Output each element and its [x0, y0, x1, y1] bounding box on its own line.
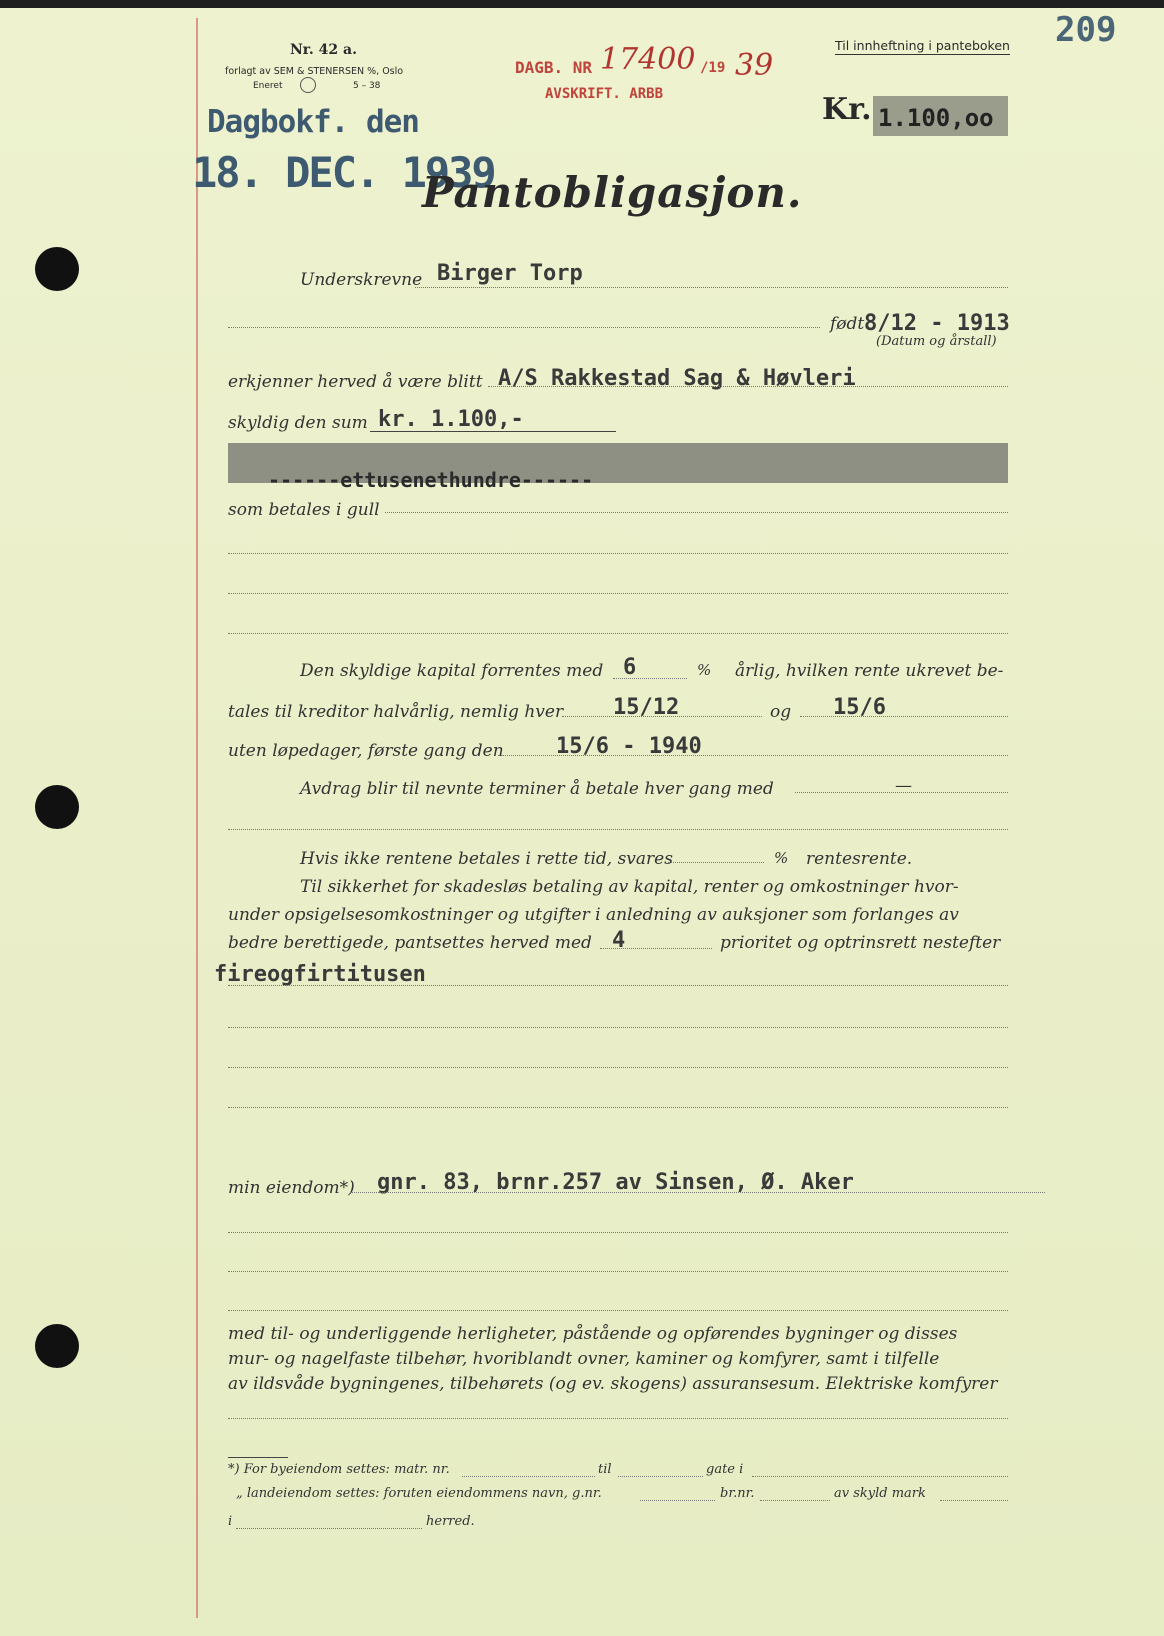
footnote-line-1b: til — [598, 1462, 612, 1477]
priority-words-line — [228, 985, 1008, 986]
interest-halfyear-text: tales til kreditor halvårlig, nemlig hver — [228, 702, 564, 722]
security-line-3: bedre berettigede, pantsettes herved med — [228, 933, 592, 953]
footnote-dotline — [752, 1476, 1008, 1477]
blank-line — [228, 1310, 1008, 1311]
sum-value: kr. 1.100,- — [378, 407, 524, 432]
gold-line — [385, 512, 1008, 513]
footnote-dotline — [236, 1528, 422, 1529]
property-label: min eiendom*) — [228, 1178, 355, 1198]
default-text-end: rentesrente. — [806, 849, 913, 869]
footnote-line-3b: herred. — [426, 1514, 475, 1529]
property-value: gnr. 83, brnr.257 av Sinsen, Ø. Aker — [377, 1170, 854, 1195]
dagbokf-stamp-date: 18. DEC. 1939 — [192, 148, 495, 197]
default-rate-line — [668, 862, 764, 863]
scan-top-edge — [0, 0, 1164, 8]
interest-text-cont: årlig, hvilken rente ukrevet be- — [735, 661, 1004, 681]
punch-hole — [35, 247, 79, 291]
blank-line — [228, 1271, 1008, 1272]
document-title: Pantobligasjon. — [422, 168, 803, 217]
avdrag-line — [795, 792, 1008, 793]
form-number: Nr. 42 a. — [290, 42, 357, 58]
footnote-dotline — [462, 1476, 595, 1477]
priority-value: 4 — [612, 928, 626, 953]
security-line-1: Til sikkerhet for skadesløs betaling av kapital, renter og omkostninger hvor- — [300, 877, 959, 897]
blank-line — [228, 1027, 1008, 1028]
default-pct: % — [774, 849, 789, 867]
footnote-line-2a: „ landeiendom settes: foruten eiendommens navn, g.nr. — [236, 1486, 602, 1501]
appurtenance-line-3: av ildsvåde bygningenes, tilbehørets (og ev. skogens) assuransesum. Elektriske komfyrer — [228, 1374, 998, 1394]
punch-hole — [35, 1324, 79, 1368]
dagb-number: 17400 — [600, 42, 696, 77]
first-payment-line — [498, 755, 1008, 756]
acknowledge-label: erkjenner herved å være blitt — [228, 372, 483, 392]
blank-line — [228, 1067, 1008, 1068]
dagbokf-stamp-label: Dagbokf. den — [207, 104, 419, 140]
blank-line — [228, 633, 1008, 634]
sum-words: ------ettusenethundre------ — [268, 468, 594, 492]
interest-date-2: 15/6 — [833, 695, 886, 720]
kr-label: Kr. — [822, 92, 872, 127]
kr-amount: 1.100,oo — [878, 104, 994, 132]
born-leader — [228, 327, 820, 328]
undersign-line — [415, 287, 1008, 288]
interest-rate-line — [613, 678, 687, 679]
sum-underline — [370, 431, 616, 432]
first-payment-text: uten løpedager, første gang den — [228, 741, 504, 761]
born-value: 8/12 - 1913 — [864, 311, 1010, 336]
publisher-seal-icon — [300, 77, 316, 93]
interest-pct: % — [697, 661, 712, 679]
born-hint: (Datum og årstall) — [876, 334, 997, 349]
blank-line — [228, 829, 1008, 830]
interest-text: Den skyldige kapital forrentes med — [300, 661, 604, 681]
priority-words: fireogfirtitusen — [214, 962, 426, 987]
publisher-line: forlagt av SEM & STENERSEN %, Oslo — [225, 66, 404, 77]
first-payment-date: 15/6 - 1940 — [556, 734, 702, 759]
footnote-line-3a: i — [228, 1514, 233, 1529]
dagb-label: DAGB. NR — [515, 58, 593, 77]
margin-rule — [196, 18, 198, 1618]
footnote-dotline — [618, 1476, 703, 1477]
interest-date-2-line — [800, 716, 1008, 717]
avdrag-value: — — [895, 776, 912, 796]
interest-rate: 6 — [623, 655, 637, 680]
gold-label: som betales i gull — [228, 500, 380, 520]
born-label: født — [830, 314, 865, 334]
avskrift-label: AVSKRIFT. ARBB — [545, 86, 664, 102]
footnote-line-2c: av skyld mark — [834, 1486, 926, 1501]
publisher-eneret: Eneret — [253, 81, 283, 91]
default-text: Hvis ikke rentene betales i rette tid, svares — [300, 849, 673, 869]
page-number: 209 — [1055, 10, 1117, 50]
footnote-line-1c: gate i — [706, 1462, 744, 1477]
blank-line — [228, 593, 1008, 594]
punch-hole — [35, 785, 79, 829]
interest-date-1-line — [562, 716, 762, 717]
appurtenance-line-1: med til- og underliggende herligheter, påstående og opførendes bygninger og disses — [228, 1324, 958, 1344]
blank-line — [228, 1418, 1008, 1419]
blank-line — [228, 553, 1008, 554]
registry-label: Til innheftning i panteboken — [835, 38, 1010, 53]
footnote-line-1a: *) For byeiendom settes: matr. nr. — [228, 1462, 450, 1477]
blank-line — [228, 1232, 1008, 1233]
appurtenance-line-2: mur- og nagelfaste tilbehør, hvoriblandt ovner, kaminer og komfyrer, samt i tilfelle — [228, 1349, 940, 1369]
avdrag-text: Avdrag blir til nevnte terminer å betale hver gang med — [300, 779, 774, 799]
footnote-dotline — [760, 1500, 830, 1501]
undersign-name: Birger Torp — [437, 261, 583, 286]
security-line-3-end: prioritet og optrinsrett nestefter — [720, 933, 1001, 953]
security-line-2: under opsigelsesomkostninger og utgifter i anledning av auksjoner som forlanges av — [228, 905, 959, 925]
priority-line — [600, 948, 712, 949]
footnote-line-2b: br.nr. — [720, 1486, 755, 1501]
creditor-name: A/S Rakkestad Sag & Høvleri — [498, 366, 856, 391]
property-line — [350, 1192, 1045, 1193]
publisher-date: 5 – 38 — [353, 81, 381, 91]
interest-date-1: 15/12 — [613, 695, 680, 720]
footnote-dotline — [940, 1500, 1008, 1501]
dagb-year-prefix: /19 — [700, 60, 726, 76]
undersign-label: Underskrevne — [300, 270, 423, 290]
dagb-year: 39 — [735, 48, 774, 83]
interest-og: og — [770, 702, 792, 722]
blank-line — [228, 1107, 1008, 1108]
footnote-separator — [228, 1457, 288, 1458]
sum-label: skyldig den sum — [228, 413, 368, 433]
creditor-line — [488, 386, 1008, 387]
footnote-dotline — [640, 1500, 715, 1501]
